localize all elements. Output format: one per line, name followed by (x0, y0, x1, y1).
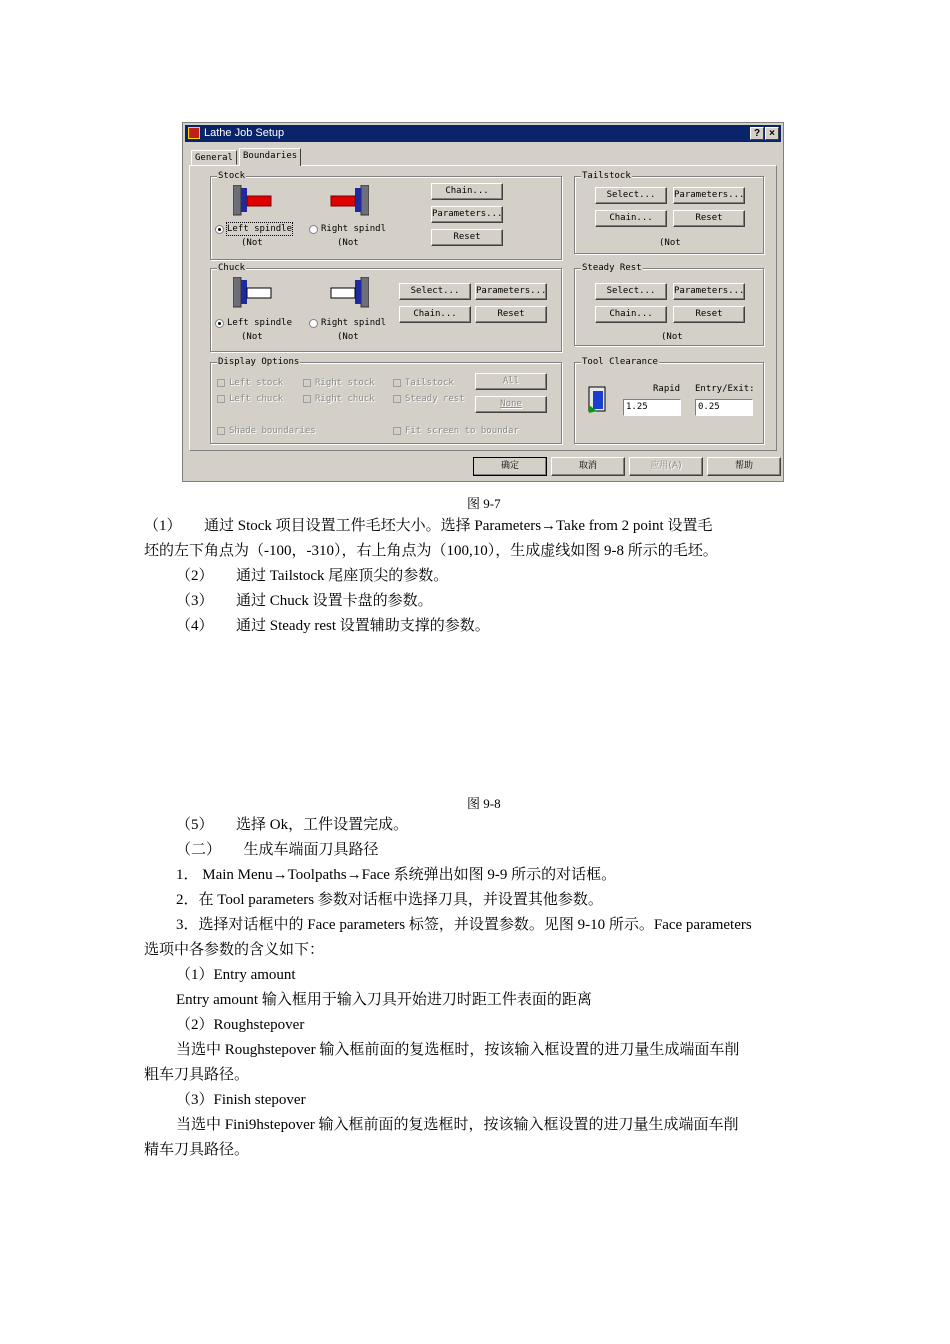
all-button[interactable]: All (475, 373, 547, 390)
tailstock-chain-button[interactable]: Chain... (595, 210, 667, 227)
left-stock-checkbox[interactable] (217, 379, 225, 387)
paragraph-line: 当选中 Roughstepover 输入框前面的复选框时，按该输入框设置的进刀量生成端面车削 (176, 1042, 740, 1058)
chuck-right-status: (Not (337, 332, 359, 342)
left-chuck-label: Left chuck (229, 394, 284, 404)
left-spindle-stock-icon (233, 185, 279, 217)
stock-right-spindle-label[interactable]: Right spindl (321, 224, 387, 234)
apply-button[interactable]: 应用(A) (629, 457, 703, 476)
tailstock-reset-button[interactable]: Reset (673, 210, 745, 227)
stock-group (210, 171, 562, 260)
rapid-input[interactable]: 1.25 (623, 399, 681, 416)
tailstock-group-title: Tailstock (582, 171, 631, 181)
paragraph-line: （3）Finish stepover (176, 1092, 306, 1108)
steady-rest-checkbox[interactable] (393, 395, 401, 403)
display-options-title: Display Options (218, 357, 300, 367)
paragraph-line: 选项中各参数的含义如下： (144, 942, 325, 958)
chuck-select-button[interactable]: Select... (399, 283, 471, 300)
tailstock-display-label: Tailstock (405, 378, 454, 388)
right-stock-label: Right stock (315, 378, 375, 388)
left-stock-label: Left stock (229, 378, 284, 388)
tool-clearance-group (574, 357, 764, 444)
dialog-titlebar[interactable] (185, 125, 781, 142)
chuck-reset-button[interactable]: Reset (475, 306, 547, 323)
close-icon[interactable]: × (765, 127, 779, 140)
tailstock-select-button[interactable]: Select... (595, 187, 667, 204)
chuck-left-spindle-label[interactable]: Left spindle (227, 318, 293, 328)
chuck-group (210, 263, 562, 352)
cancel-button[interactable]: 取消 (551, 457, 625, 476)
entry-exit-input[interactable]: 0.25 (695, 399, 753, 416)
paragraph-line: （3） 通过 Chuck 设置卡盘的参数。 (176, 593, 433, 609)
stock-right-status: (Not (337, 238, 359, 248)
figure-9-8-caption: 图 9-8 (467, 796, 501, 811)
lathe-job-setup-dialog (182, 122, 784, 482)
stock-left-spindle-radio[interactable] (215, 225, 224, 234)
steady-rest-group (574, 263, 764, 346)
right-stock-checkbox[interactable] (303, 379, 311, 387)
stock-chain-button[interactable]: Chain... (431, 183, 503, 200)
boundaries-panel (189, 165, 777, 451)
paragraph-line: （2）Roughstepover (176, 1017, 305, 1033)
paragraph-line: Entry amount 输入框用于输入刀具开始进刀时距工件表面的距离 (176, 992, 592, 1008)
right-spindle-chuck-icon (323, 277, 369, 309)
tab-boundaries[interactable]: Boundaries (239, 148, 301, 166)
chuck-chain-button[interactable]: Chain... (399, 306, 471, 323)
paragraph-line: （2） 通过 Tailstock 尾座顶尖的参数。 (176, 568, 449, 584)
right-chuck-label: Right chuck (315, 394, 375, 404)
steady-rest-reset-button[interactable]: Reset (673, 306, 745, 323)
paragraph-line: （5） 选择 Ok，工件设置完成。 (176, 817, 409, 833)
paragraph-line: （1） 通过 Stock 项目设置工件毛坯大小。选择 Parameters→Take from 2 point 设置毛 (144, 518, 713, 534)
stock-group-title: Stock (218, 171, 246, 181)
stock-right-spindle-radio[interactable] (309, 225, 318, 234)
chuck-right-spindle-radio[interactable] (309, 319, 318, 328)
left-chuck-checkbox[interactable] (217, 395, 225, 403)
stock-left-spindle-label[interactable]: Left spindle (227, 224, 293, 234)
steady-rest-status: (Not (661, 332, 683, 342)
steady-rest-display-label: Steady rest (405, 394, 465, 404)
entry-exit-label: Entry/Exit: (695, 384, 755, 394)
tailstock-checkbox[interactable] (393, 379, 401, 387)
paragraph-line: （4） 通过 Steady rest 设置辅助支撑的参数。 (176, 618, 490, 634)
figure-9-7-caption: 图 9-7 (467, 496, 501, 511)
app-icon (188, 127, 200, 139)
paragraph-line: 1． Main Menu→Toolpaths→Face 系统弹出如图 9-9 所示的对话框。 (176, 867, 617, 883)
chuck-left-spindle-radio[interactable] (215, 319, 224, 328)
steady-rest-select-button[interactable]: Select... (595, 283, 667, 300)
dialog-title: Lathe Job Setup (204, 127, 285, 139)
paragraph-line: 坯的左下角点为（-100，-310），右上角点为（100,10），生成虚线如图 9-8 所示的毛坯。 (144, 543, 718, 559)
tab-general[interactable]: General (191, 150, 237, 165)
stock-reset-button[interactable]: Reset (431, 229, 503, 246)
fit-screen-label: Fit screen to boundar (405, 426, 519, 436)
none-button[interactable]: None (475, 396, 547, 413)
display-options-group (210, 357, 562, 444)
stock-parameters-button[interactable]: Parameters... (431, 206, 503, 223)
stock-left-status: (Not (241, 238, 263, 248)
right-chuck-checkbox[interactable] (303, 395, 311, 403)
ok-button[interactable]: 确定 (473, 457, 547, 476)
steady-rest-chain-button[interactable]: Chain... (595, 306, 667, 323)
shade-boundaries-label: Shade boundaries (229, 426, 316, 436)
paragraph-line: 精车刀具路径。 (144, 1142, 250, 1158)
chuck-right-spindle-label[interactable]: Right spindl (321, 318, 387, 328)
fit-screen-checkbox[interactable] (393, 427, 401, 435)
paragraph-line: 3．选择对话框中的 Face parameters 标签，并设置参数。见图 9-10 所示。Face parameters (176, 917, 752, 933)
tailstock-status: (Not (659, 238, 681, 248)
tailstock-parameters-button[interactable]: Parameters... (673, 187, 745, 204)
steady-rest-parameters-button[interactable]: Parameters... (673, 283, 745, 300)
paragraph-line: （二） 生成车端面刀具路径 (176, 842, 379, 858)
paragraph-line: 当选中 Fini9hstepover 输入框前面的复选框时，按该输入框设置的进刀量生成端面车削 (176, 1117, 739, 1133)
steady-rest-group-title: Steady Rest (582, 263, 642, 273)
paragraph-line: 2．在 Tool parameters 参数对话框中选择刀具，并设置其他参数。 (176, 892, 603, 908)
left-spindle-chuck-icon (233, 277, 279, 309)
right-spindle-stock-icon (323, 185, 369, 217)
help-button[interactable]: 帮助 (707, 457, 781, 476)
chuck-group-title: Chuck (218, 263, 246, 273)
paragraph-line: （1）Entry amount (176, 967, 296, 983)
tool-clearance-icon (587, 385, 609, 415)
tailstock-group (574, 171, 764, 254)
chuck-parameters-button[interactable]: Parameters... (475, 283, 547, 300)
help-icon[interactable]: ? (750, 127, 764, 140)
rapid-label: Rapid (653, 384, 681, 394)
paragraph-line: 粗车刀具路径。 (144, 1067, 250, 1083)
tool-clearance-title: Tool Clearance (582, 357, 658, 367)
shade-boundaries-checkbox[interactable] (217, 427, 225, 435)
chuck-left-status: (Not (241, 332, 263, 342)
